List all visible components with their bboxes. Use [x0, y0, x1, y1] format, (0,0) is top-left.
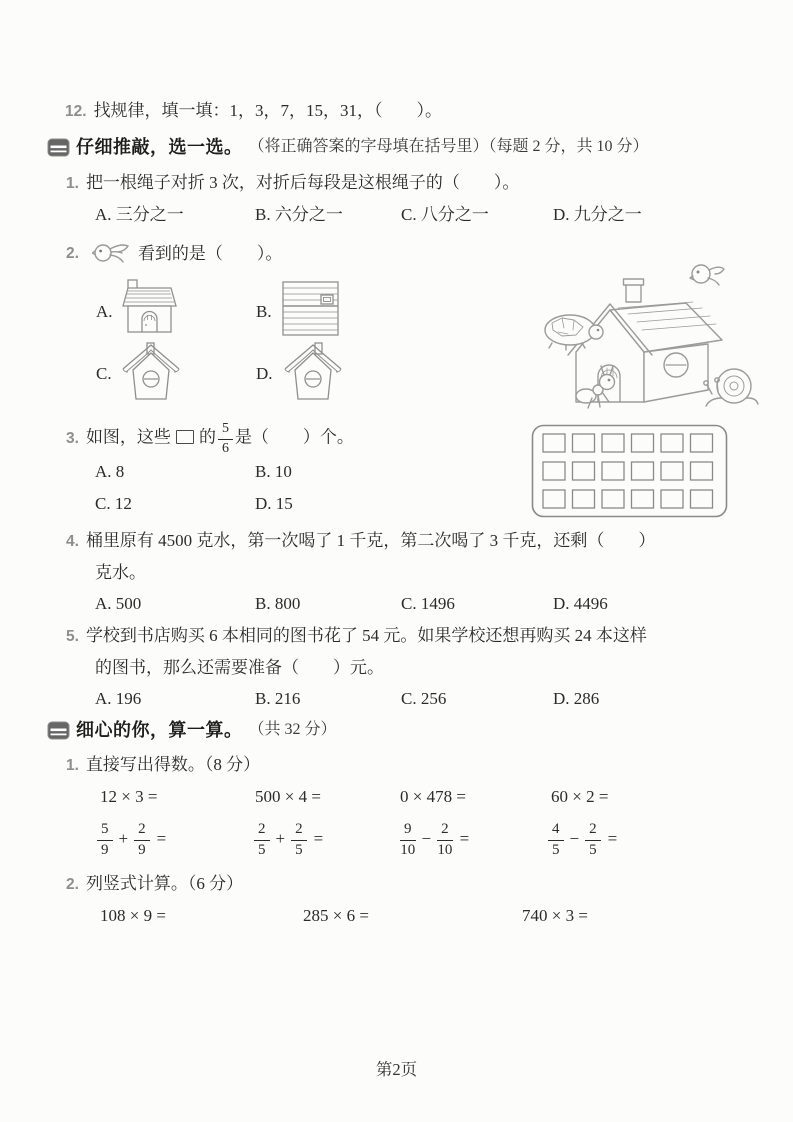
q5-option-d: D. 286 — [553, 689, 600, 708]
q4-option-b: B. 800 — [255, 594, 301, 613]
q4-option-a: A. 500 — [95, 594, 142, 613]
house-side-view-icon — [120, 278, 180, 336]
expr-740x3: 740 × 3 = — [522, 906, 588, 925]
question-1 — [66, 172, 519, 193]
fraction-row — [0, 822, 793, 868]
bird-icon — [92, 241, 132, 267]
question-4-number: 4. — [66, 533, 79, 550]
scene-bird-icon — [690, 265, 724, 285]
q3-option-b: B. 10 — [255, 462, 292, 481]
house-scene-illustration — [538, 258, 778, 416]
expr-60x2: 60 × 2 = — [551, 787, 609, 806]
question-5-number: 5. — [66, 628, 79, 645]
q1-option-b: B. 六分之一 — [255, 205, 343, 224]
q4-options-row — [0, 593, 793, 619]
q3-option-d: D. 15 — [255, 494, 293, 513]
q5-options-row — [0, 688, 793, 714]
calc-sub1-heading — [66, 754, 260, 775]
question-3 — [66, 422, 354, 456]
calc-sub1-number: 1. — [66, 757, 79, 774]
section-choose-header — [47, 136, 649, 159]
question-4-line1: 桶里原有 4500 克水，第一次喝了 1 千克，第二次喝了 3 千克，还剩（ ） — [85, 531, 656, 550]
calc-sub1-text: 直接写出得数。（8 分） — [85, 755, 261, 774]
section-book-icon — [47, 721, 70, 740]
scene-snail-icon — [704, 369, 758, 406]
q5-option-c: C. 256 — [401, 689, 447, 708]
question-12-number: 12. — [65, 103, 87, 120]
scene-house — [568, 279, 722, 402]
expr-0x478: 0 × 478 = — [400, 787, 466, 806]
page-number: 第2页 — [375, 1060, 418, 1079]
q5-option-a: A. 196 — [95, 689, 142, 708]
question-4-line2: 克水。 — [95, 563, 146, 582]
section-calc-title: 细心的你，算一算。 — [76, 720, 243, 740]
q1-options-row — [0, 204, 793, 230]
expr-500x4: 500 × 4 = — [255, 787, 321, 806]
calc-sub2-number: 2. — [66, 876, 79, 893]
q1-option-a: A. 三分之一 — [95, 205, 184, 224]
q4-option-d: D. 4496 — [553, 594, 608, 613]
q5-option-b: B. 216 — [255, 689, 301, 708]
question-2 — [66, 241, 282, 267]
calc-sub2-text: 列竖式计算。（6 分） — [85, 874, 244, 893]
expr-108x9: 108 × 9 = — [100, 906, 166, 925]
expr-frac-4: $\frac{4}{5}$ − $\frac{2}{5}$ = — [546, 822, 617, 859]
question-3-text-mid: 的 — [198, 427, 216, 447]
question-2-text: 看到的是（ ）。 — [137, 244, 283, 264]
q3-option-a: A. 8 — [95, 462, 125, 481]
section-calc-header — [47, 719, 337, 742]
q2-option-b-label: B. — [256, 302, 272, 321]
house-front-view-icon — [282, 341, 344, 401]
mental-math-row — [0, 786, 793, 812]
expr-12x3: 12 × 3 = — [100, 787, 158, 806]
small-square-icon — [176, 430, 194, 444]
question-1-text: 把一根绳子对折 3 次，对折后每段是这根绳子的（ ）。 — [85, 173, 520, 192]
question-5-line1: 学校到书店购买 6 本相同的图书花了 54 元。如果学校还想再购买 24 本这样 — [85, 626, 647, 645]
question-5 — [66, 625, 647, 646]
section-choose-note: （将正确答案的字母填在括号里）（每题 2 分，共 10 分） — [248, 138, 649, 156]
expr-frac-2: $\frac{2}{5}$ + $\frac{2}{5}$ = — [252, 822, 323, 859]
roof-top-view-icon — [282, 281, 340, 337]
expr-frac-3: $\frac{9}{10}$ − $\frac{2}{10}$ = — [400, 821, 470, 858]
question-12 — [65, 100, 442, 121]
house-front-view-icon — [120, 341, 182, 401]
q1-option-d: D. 九分之一 — [553, 205, 642, 224]
expr-285x6: 285 × 6 = — [303, 906, 369, 925]
q3-option-c: C. 12 — [95, 494, 132, 513]
question-3-text-before: 如图，这些 — [85, 427, 171, 447]
question-5-line2: 的图书，那么还需要准备（ ）元。 — [95, 658, 384, 677]
section-book-icon — [47, 138, 70, 157]
q2-option-a-label: A. — [96, 302, 113, 321]
fraction-five-sixths: $\frac{5}{6}$ — [218, 422, 233, 456]
q1-option-c: C. 八分之一 — [401, 205, 489, 224]
q4-option-c: C. 1496 — [401, 594, 455, 613]
question-12-text: 找规律，填一填：1，3，7，15，31，（ ）。 — [93, 101, 443, 120]
question-3-number: 3. — [66, 429, 79, 447]
section-calc-note: （共 32 分） — [248, 721, 337, 739]
q2-option-d-label: D. — [256, 364, 273, 383]
q2-option-c-label: C. — [96, 364, 112, 383]
question-3-text-after: 是（ ）个。 — [234, 427, 354, 447]
square-grid-figure — [531, 424, 728, 518]
question-1-number: 1. — [66, 175, 79, 192]
section-choose-title: 仔细推敲，选一选。 — [76, 137, 243, 157]
calc-sub2-heading — [66, 873, 243, 894]
question-2-number: 2. — [66, 245, 79, 263]
vertical-calc-row — [0, 905, 793, 931]
expr-frac-1: $\frac{5}{9}$ + $\frac{2}{9}$ = — [95, 822, 166, 859]
question-4 — [66, 530, 655, 551]
